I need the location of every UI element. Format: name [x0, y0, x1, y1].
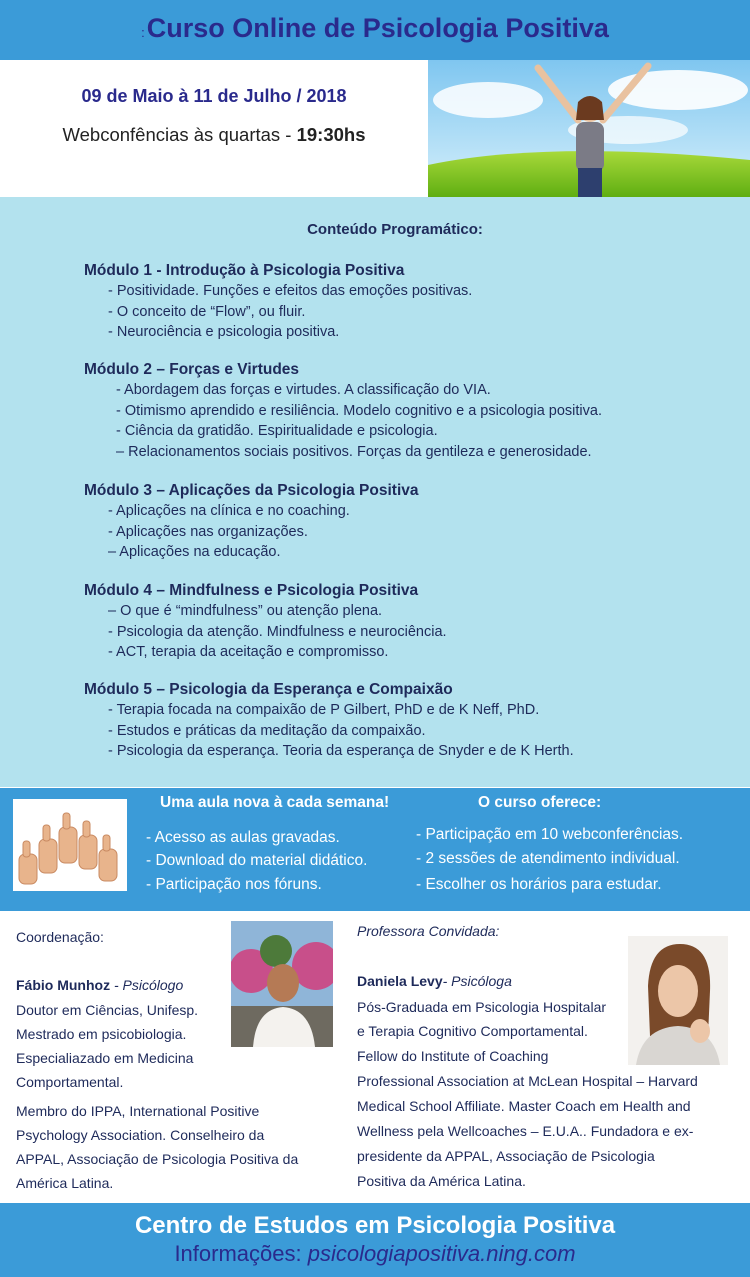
- offer-right-item: - 2 sessões de atendimento individual.: [416, 850, 680, 867]
- offer-right-item: - Escolher os horários para estudar.: [416, 876, 662, 893]
- program-title: Conteúdo Programático:: [307, 221, 483, 238]
- module-item: - Positividade. Funções e efeitos das emoções positivas.: [108, 283, 473, 299]
- guest-photo: [628, 936, 728, 1065]
- guest-photo-image: [628, 936, 728, 1065]
- program-section: [0, 197, 750, 787]
- module-item: – Aplicações na educação.: [108, 544, 281, 560]
- module-title: Módulo 4 – Mindfulness e Psicologia Positiva: [84, 582, 419, 599]
- module-item: - Psicologia da esperança. Teoria da esperança de Snyder e de K Herth.: [108, 743, 574, 759]
- guest-role: - Psicóloga: [442, 973, 512, 989]
- coordinator-bio-line: APPAL, Associação de Psicologia Positiva da: [16, 1151, 299, 1167]
- webconference-schedule: [0, 124, 428, 146]
- module-2: [84, 360, 602, 462]
- hero-photo: [428, 60, 750, 197]
- thumbs-up-icon: [13, 799, 127, 891]
- footer-info: [0, 1241, 750, 1267]
- coordinator-bio-line: Comportamental.: [16, 1074, 124, 1090]
- module-item: - Abordagem das forças e virtudes. A classificação do VIA.: [116, 382, 491, 398]
- module-item: - ACT, terapia da aceitação e compromisso.: [108, 644, 389, 660]
- intro-section: [0, 60, 428, 197]
- coordinator-bio-line: Doutor em Ciências, Unifesp.: [16, 1002, 199, 1018]
- module-title: Módulo 2 – Forças e Virtudes: [84, 361, 300, 378]
- coordinator-bio-line: América Latina.: [16, 1175, 114, 1191]
- offer-right-item: - Participação em 10 webconferências.: [416, 826, 684, 843]
- coordinator-name-text: Fábio Munhoz: [16, 977, 111, 993]
- module-5: [84, 680, 574, 762]
- offer-left-item: - Acesso as aulas gravadas.: [146, 829, 340, 846]
- thumbs-up-photo: [13, 799, 127, 891]
- offer-left-item: - Download do material didático.: [146, 852, 368, 869]
- guest-bio-line: Pós-Graduada em Psicologia Hospitalar: [357, 999, 607, 1015]
- module-title: Módulo 3 – Aplicações da Psicologia Positiva: [84, 482, 419, 499]
- module-item: - Terapia focada na compaixão de P Gilbert, PhD e de K Neff, PhD.: [108, 702, 540, 718]
- guest-bio-line: e Terapia Cognitivo Comportamental.: [357, 1023, 588, 1039]
- coordinator-name: [16, 977, 183, 993]
- footer-info-link[interactable]: psicologiapositiva.ning.com: [307, 1241, 576, 1266]
- page-title: [0, 13, 750, 44]
- coordinator-role: - Psicólogo: [110, 977, 184, 993]
- module-item: - Estudos e práticas da meditação da compaixão.: [108, 722, 426, 739]
- guest-bio-line: presidente da APPAL, Associação de Psicologia: [357, 1148, 655, 1164]
- module-1: [84, 261, 472, 343]
- footer-title: Centro de Estudos em Psicologia Positiva: [134, 1212, 616, 1239]
- offer-right-heading: O curso oferece:: [478, 794, 602, 811]
- module-item: - Aplicações na clínica e no coaching.: [108, 503, 350, 519]
- coordinator-bio-line: Psychology Association. Conselheiro da: [16, 1127, 265, 1143]
- module-item: – O que é “mindfulness” ou atenção plena.: [108, 603, 383, 619]
- title-prefix: :: [141, 25, 145, 40]
- coordinator-photo: [231, 921, 333, 1047]
- people-section: [0, 911, 750, 1203]
- guest-label: Professora Convidada:: [357, 923, 500, 939]
- footer-banner: [0, 1203, 750, 1277]
- header-banner: [0, 0, 750, 60]
- module-item: - Psicologia da atenção. Mindfulness e neurociência.: [108, 623, 447, 640]
- webconference-text: Webconfências às quartas -: [62, 124, 297, 145]
- coordinator-photo-image: [231, 921, 333, 1047]
- module-item: - O conceito de “Flow”, ou fluir.: [108, 303, 306, 320]
- guest-bio-line: Wellness pela Wellcoaches – E.U.A.. Fundadora e ex-: [357, 1123, 694, 1139]
- module-item: – Relacionamentos sociais positivos. Forças da gentileza e generosidade.: [116, 443, 592, 460]
- module-title: Módulo 5 – Psicologia da Esperança e Compaixão: [84, 681, 453, 698]
- coordinator-bio-line: Mestrado em psicobiologia.: [16, 1026, 187, 1042]
- coordinator-bio-line: Especialiazado em Medicina: [16, 1050, 194, 1066]
- module-item: - Aplicações nas organizações.: [108, 523, 308, 540]
- module-4: [84, 581, 447, 663]
- course-dates: 09 de Maio à 11 de Julho / 2018: [81, 86, 347, 106]
- webconference-time: 19:30hs: [296, 124, 366, 145]
- footer-info-label: Informações:: [174, 1241, 308, 1266]
- module-item: - Ciência da gratidão. Espiritualidade e psicologia.: [116, 423, 438, 439]
- offer-left-item: - Participação nos fóruns.: [146, 876, 322, 893]
- guest-bio-line: Professional Association at McLean Hospital – Harvard: [357, 1073, 698, 1089]
- module-item: - Otimismo aprendido e resiliência. Modelo cognitivo e a psicologia positiva.: [116, 402, 602, 419]
- guest-bio-line: Positiva da América Latina.: [357, 1173, 526, 1189]
- guest-name-text: Daniela Levy: [357, 973, 443, 989]
- module-title: Módulo 1 - Introdução à Psicologia Positiva: [84, 262, 405, 279]
- offer-left-heading: Uma aula nova à cada semana!: [160, 794, 390, 811]
- hero-photo-image: [428, 60, 750, 197]
- guest-bio-line: Medical School Affiliate. Master Coach em Health and: [357, 1098, 691, 1114]
- guest-name: [357, 973, 512, 989]
- title-text: Curso Online de Psicologia Positiva: [146, 13, 609, 43]
- coordinator-label: Coordenação:: [16, 929, 104, 945]
- offer-section: [0, 788, 750, 911]
- coordinator-bio-line: Membro do IPPA, International Positive: [16, 1103, 260, 1119]
- guest-bio-line: Fellow do Institute of Coaching: [357, 1048, 549, 1064]
- module-3: [84, 481, 419, 563]
- module-item: - Neurociência e psicologia positiva.: [108, 324, 340, 340]
